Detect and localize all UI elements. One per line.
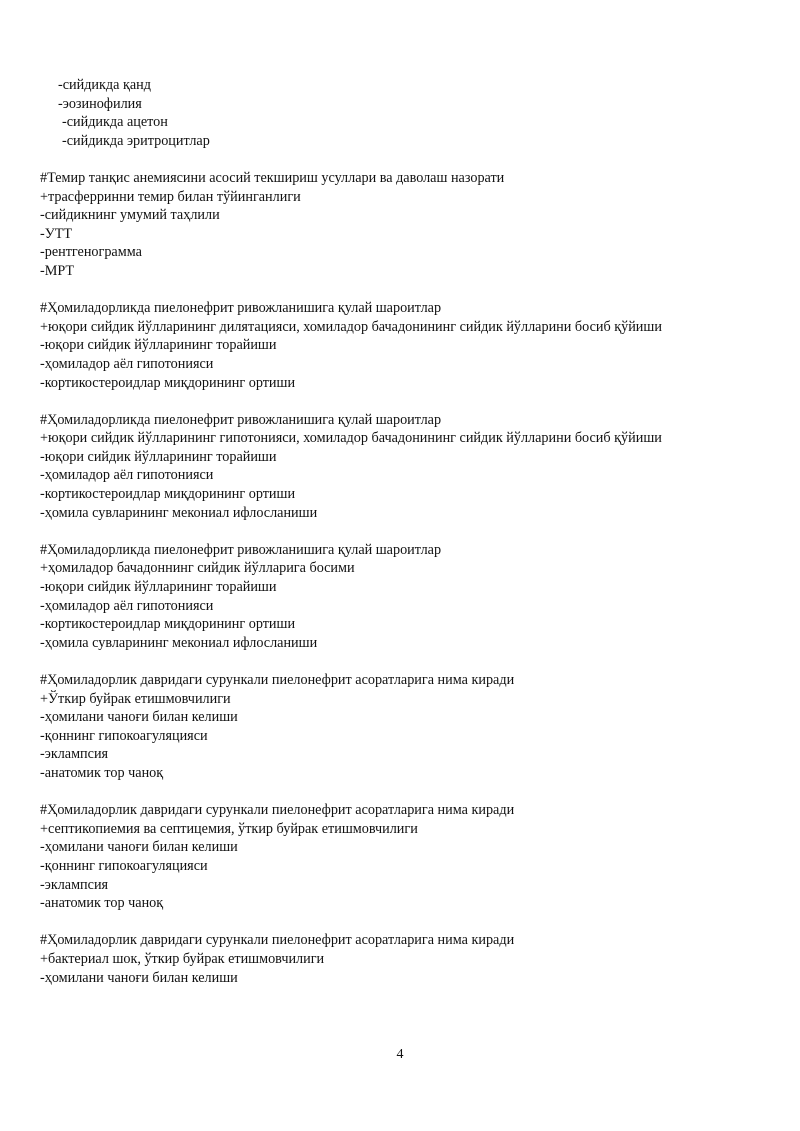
answer-option: -қоннинг гипокоагуляцияси [40,727,208,744]
prev-option: -сийдикда ацетон [62,114,168,131]
question-block [40,299,720,392]
answer-option: -анатомик тор чаноқ [40,895,164,912]
prev-option: -сийдикда эритроцитлар [62,132,210,149]
question-text: #Ҳомиладорликда пиелонефрит ривожланишига қулай шароитлар [40,411,442,428]
answer-option: -ҳомила сувларининг мекониал ифлосланиши [40,504,318,521]
answer-option: +Ўткир буйрак етишмовчилиги [40,690,231,707]
answer-option: -кортикостероидлар миқдорининг ортиши [40,374,296,391]
answer-option: +юқори сийдик йўлларининг дилятацияси, хомиладор бачадонининг сийдик йўлларини босиб қўйиши [40,318,662,335]
question-text: #Ҳомиладорликда пиелонефрит ривожланишига қулай шароитлар [40,300,442,317]
answer-option: -ҳомиладор аёл гипотонияси [40,355,214,372]
question-block [40,671,720,783]
answer-option: -анатомик тор чаноқ [40,764,164,781]
answer-option: -юқори сийдик йўлларининг торайиши [40,337,277,354]
question-text: #Ҳомиладорлик давридаги сурункали пиелонефрит асоратларига нима киради [40,802,515,819]
answer-option: -рентгенограмма [40,244,142,261]
answer-option: +септикопиемия ва септицемия, ўткир буйрак етишмовчилиги [40,820,418,837]
page-content [40,76,720,987]
question-block [40,411,720,523]
answer-option: -қоннинг гипокоагуляцияси [40,857,208,874]
page-number: 4 [396,1047,404,1062]
answer-option: -УТТ [40,225,73,242]
answer-option: -юқори сийдик йўлларининг торайиши [40,579,277,596]
prev-option: -сийдикда қанд [58,77,151,93]
question-text: #Ҳомиладорлик давридаги сурункали пиелонефрит асоратларига нима киради [40,672,515,688]
question-text: #Ҳомиладорлик давридаги сурункали пиелонефрит асоратларига нима киради [40,932,515,949]
answer-option: -ҳомилани чаноғи билан келиши [40,969,238,986]
answer-option: +юқори сийдик йўлларининг гипотонияси, хомиладор бачадонининг сийдик йўлларини босиб қўйиши [40,430,662,447]
answer-option: -ҳомиладор аёл гипотонияси [40,467,214,484]
answer-option: -ҳомиладор аёл гипотонияси [40,597,214,614]
answer-option: -ҳомилани чаноғи билан келиши [40,709,238,726]
question-text: #Ҳомиладорликда пиелонефрит ривожланишига қулай шароитлар [40,541,442,558]
answer-option: -кортикостероидлар миқдорининг ортиши [40,616,296,633]
answer-option: -сийдикнинг умумий таҳлили [40,207,220,224]
question-block [40,169,720,281]
question-block [40,801,720,913]
answer-option: +трасферринни темир билан тўйинганлиги [40,188,301,205]
answer-option: -кортикостероидлар миқдорининг ортиши [40,486,296,503]
answer-option: +бактериал шок, ўткир буйрак етишмовчилиги [40,950,325,967]
question-block [40,931,720,987]
answer-option: -ҳомила сувларининг мекониал ифлосланиши [40,634,318,651]
answer-option: -эклампсия [40,876,109,893]
question-block [40,541,720,653]
prev-option: -эозинофилия [58,95,142,112]
answer-option: -эклампсия [40,746,109,763]
answer-option: +ҳомиладор бачадоннинг сийдик йўлларига босими [40,560,355,577]
answer-option: -ҳомилани чаноғи билан келиши [40,839,238,856]
question-text: #Темир танқис анемиясини асосий текшириш усуллари ва даволаш назорати [40,169,505,186]
answer-option: -МРТ [40,262,75,279]
answer-option: -юқори сийдик йўлларининг торайиши [40,448,277,465]
